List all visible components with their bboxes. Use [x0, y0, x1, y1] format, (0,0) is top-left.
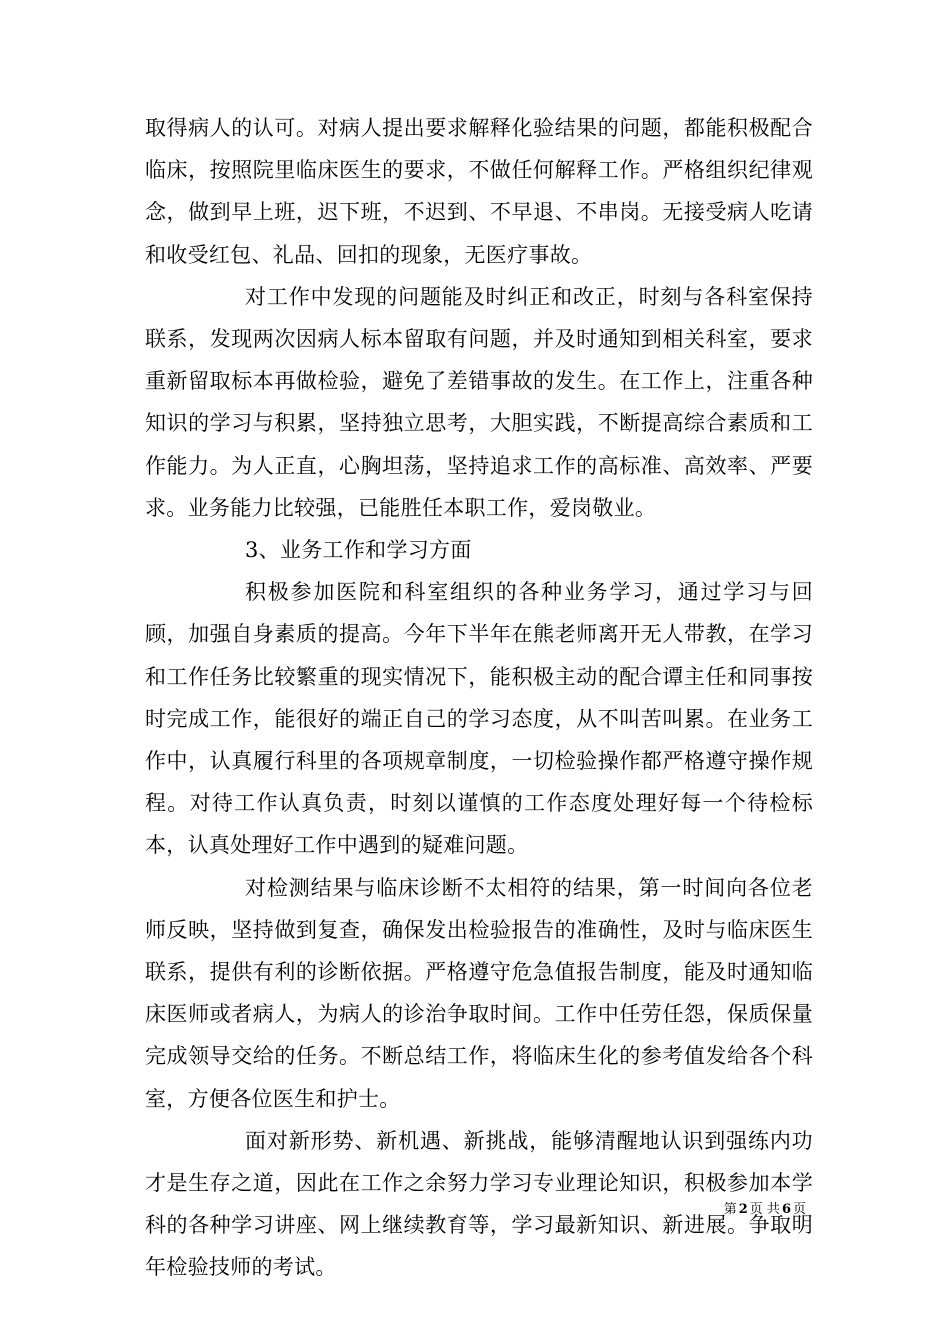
paragraph-3: 积极参加医院和科室组织的各种业务学习，通过学习与回顾，加强自身素质的提高。今年下半年在熊老师离开无人带教，在学习和工作任务比较繁重的现实情况下，能积极主动的配合谭主任和同事按时完成工作，能很好的端正自己的学习态度，从不叫苦叫累。在业务工作中，认真履行科里的各项规章制度，一切检验操作都严格遵守操作规程。对待工作认真负责，时刻以谨慎的工作态度处理好每一个待检标本，认真处理好工作中遇到的疑难问题。 — [145, 580, 813, 858]
page-footer — [724, 1202, 806, 1218]
current-page-number: 2 — [738, 1202, 748, 1217]
paragraph-2: 对工作中发现的问题能及时纠正和改正，时刻与各科室保持联系，发现两次因病人标本留取有问题，并及时通知到相关科室，要求重新留取标本再做检验，避免了差错事故的发生。在工作上，注重各种知识的学习与积累，坚持独立思考，大胆实践，不断提高综合素质和工作能力。为人正直，心胸坦荡，坚持追求工作的高标准、高效率、严要求。业务能力比较强，已能胜任本职工作，爱岗敬业。 — [145, 284, 813, 520]
paragraph-4: 对检测结果与临床诊断不太相符的结果，第一时间向各位老师反映，坚持做到复查，确保发出检验报告的准确性，及时与临床医生联系，提供有利的诊断依据。严格遵守危急值报告制度，能及时通知临床医师或者病人，为病人的诊治争取时间。工作中任劳任怨，保质保量完成领导交给的任务。不断总结工作，将临床生化的参考值发给各个科室，方便各位医生和护士。 — [145, 875, 813, 1111]
footer-suffix: 页 — [792, 1202, 806, 1217]
paragraph-1: 取得病人的认可。对病人提出要求解释化验结果的问题，都能积极配合临床，按照院里临床医生的要求，不做任何解释工作。严格组织纪律观念，做到早上班，迟下班，不迟到、不早退、不串岗。无接受病人吃请和收受红包、礼品、回扣的现象，无医疗事故。 — [145, 116, 813, 267]
paragraph-5: 面对新形势、新机遇、新挑战，能够清醒地认识到强练内功才是生存之道，因此在工作之余努力学习专业理论知识，积极参加本学科的各种学习讲座、网上继续教育等，学习最新知识、新进展。争取明年检验技师的考试。 — [145, 1128, 813, 1280]
footer-middle: 页 共 — [749, 1202, 780, 1217]
footer-prefix: 第 — [723, 1202, 737, 1217]
total-pages-number: 6 — [781, 1202, 791, 1217]
document-body — [145, 107, 813, 1289]
section-heading: 3、业务工作和学习方面 — [245, 538, 472, 563]
